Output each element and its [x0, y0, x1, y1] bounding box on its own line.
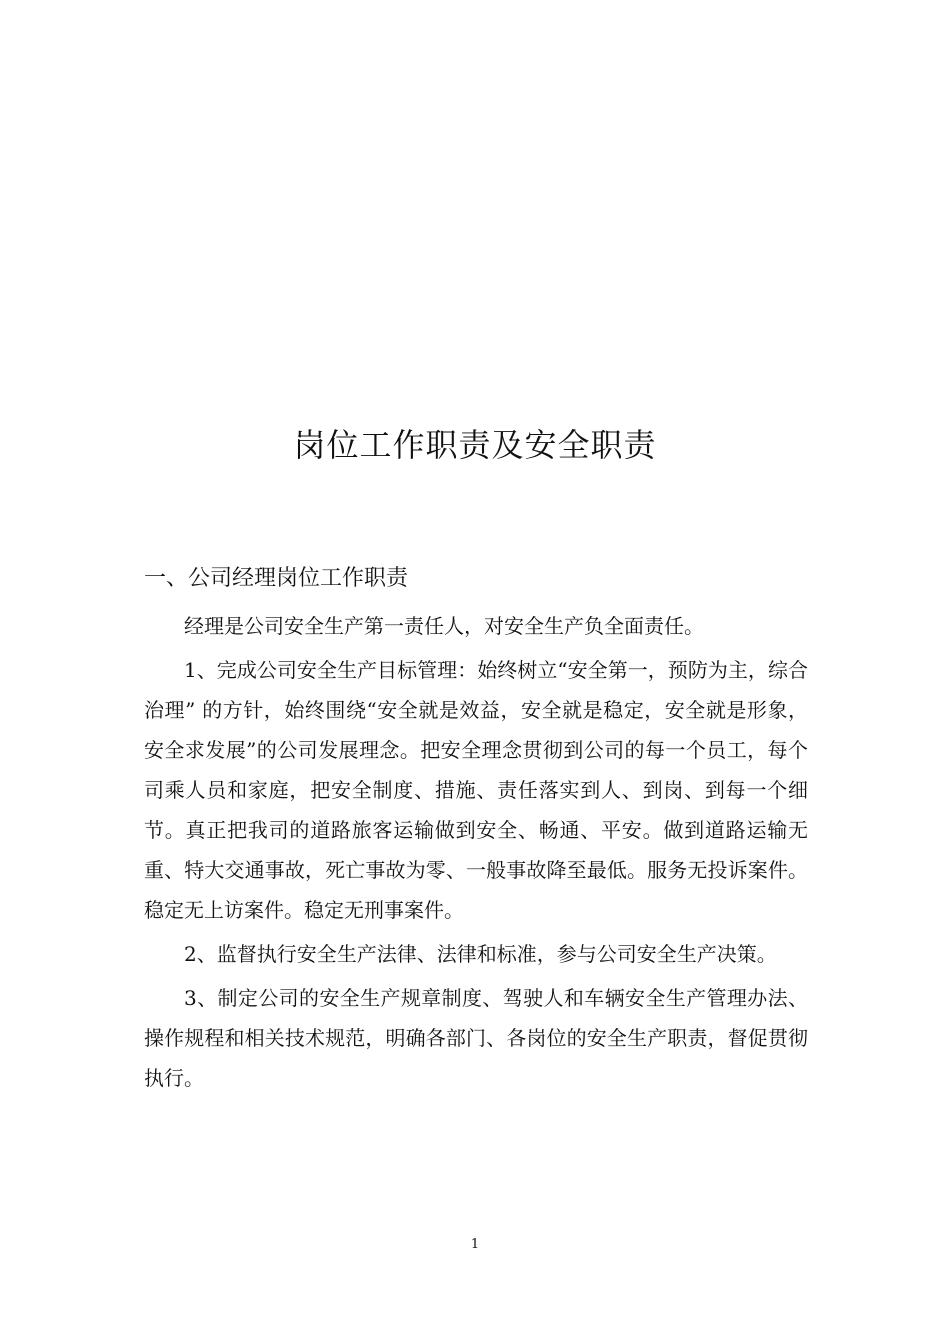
paragraph-intro: 经理是公司安全生产第一责任人，对安全生产负全面责任。 — [184, 614, 704, 638]
paragraph-item-1: 1、完成公司安全生产目标管理：始终树立“安全第一，预防为主，综合治理” 的方针，始终围绕“安全就是效益，安全就是稳定，安全就是形象，安全求发展”的公司发展理念。把安全理念贯彻到公司的每一个员工，每个司乘人员和家庭，把安全制度、措施、责任落实到人、到岗、到每一个细节。真正把我司的道路旅客运输做到安全、畅通、平安。做到道路运输无重、特大交通事故，死亡事故为零、一般事故降至最低。服务无投诉案件。稳定无上访案件。稳定无刑事案件。 — [144, 658, 808, 922]
section-heading: 一、公司经理岗位工作职责 — [144, 566, 409, 591]
paragraph-item-2: 2、监督执行安全生产法律、法律和标准，参与公司安全生产决策。 — [184, 942, 777, 966]
paragraph-item-3: 3、制定公司的安全生产规章制度、驾驶人和车辆安全生产管理办法、操作规程和相关技术规范，明确各部门、各岗位的安全生产职责，督促贯彻执行。 — [144, 986, 808, 1090]
document-title: 岗位工作职责及安全职责 — [293, 426, 657, 464]
page-number: 1 — [470, 1237, 480, 1252]
document-body — [144, 560, 808, 1102]
